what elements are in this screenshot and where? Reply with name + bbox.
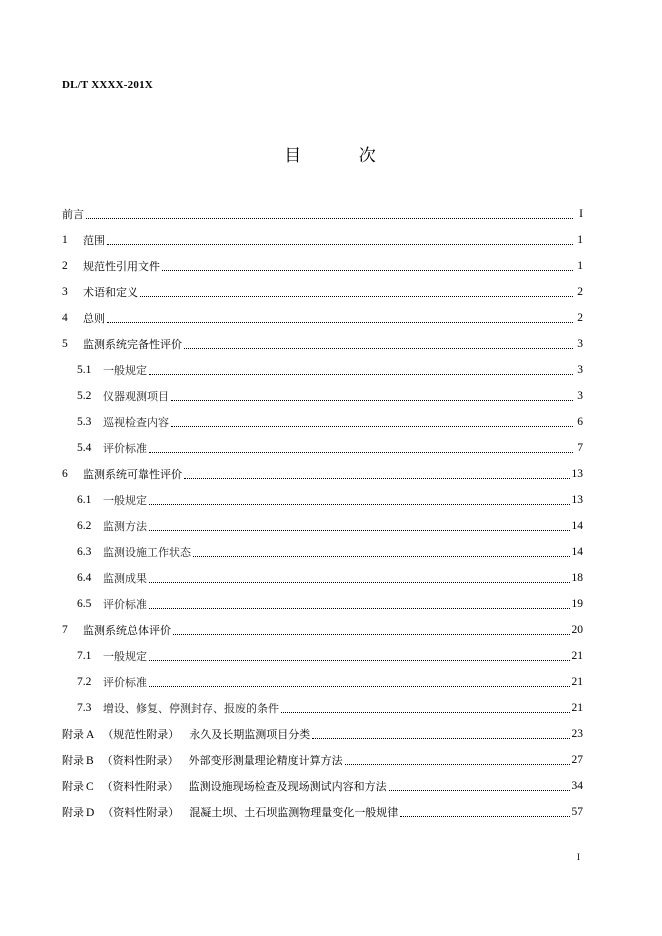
appendix-type: （资料性附录）: [101, 754, 179, 767]
toc-dot-leader: [173, 634, 570, 635]
toc-dot-leader: [149, 452, 573, 453]
appendix-prefix: 附录: [62, 780, 84, 793]
appendix-letter: A: [86, 729, 95, 741]
toc-entry[interactable]: [62, 695, 583, 721]
toc-dot-leader: [149, 660, 570, 661]
toc-entry-label: 总则: [83, 312, 105, 325]
toc-entry[interactable]: [62, 487, 583, 513]
appendix-id: [62, 778, 94, 794]
appendix-letter: D: [86, 807, 95, 819]
toc-entry-number: 5.3: [77, 416, 92, 428]
toc-entry-label: 规范性引用文件: [83, 260, 160, 273]
toc-title: 目 次: [284, 146, 402, 166]
toc-entry[interactable]: [62, 669, 583, 695]
toc-dot-leader: [162, 270, 573, 271]
toc-entry[interactable]: [62, 617, 583, 643]
toc-entry[interactable]: [62, 201, 583, 227]
toc-dot-leader: [86, 218, 573, 219]
toc-dot-leader: [389, 790, 570, 791]
appendix-type: （资料性附录）: [102, 806, 180, 819]
toc-entry-number: 6: [62, 468, 68, 480]
toc-entry-number: 5.2: [77, 390, 92, 402]
toc-entry-number: 6.4: [77, 572, 92, 584]
toc-dot-leader: [149, 504, 570, 505]
toc-dot-leader: [312, 738, 569, 739]
toc-entry-page: 2: [577, 286, 583, 298]
appendix-prefix: 附录: [62, 806, 84, 819]
toc-entry-number: 3: [62, 286, 68, 298]
toc-entry-label: 巡视检查内容: [103, 416, 169, 429]
toc-entry-page: I: [579, 208, 583, 220]
toc-appendix-entry[interactable]: [62, 773, 583, 799]
toc-entry-label: 术语和定义: [83, 286, 138, 299]
toc-entry-page: 21: [571, 676, 583, 688]
document-code: DL/T XXXX-201X: [62, 79, 153, 91]
toc-entry-label: 评价标准: [103, 442, 147, 455]
appendix-type: （资料性附录）: [101, 780, 179, 793]
toc-entry-page: 13: [571, 468, 583, 480]
toc-dot-leader: [171, 426, 573, 427]
toc-entry-page: 1: [577, 234, 583, 246]
toc-entry-label: 一般规定: [103, 494, 147, 507]
toc-entry-number: 7: [62, 624, 68, 636]
toc-dot-leader: [107, 322, 573, 323]
toc-entry-label: 一般规定: [103, 650, 147, 663]
toc-entry[interactable]: [62, 643, 583, 669]
appendix-title: 永久及长期监测项目分类: [189, 728, 311, 741]
appendix-letter: B: [86, 755, 94, 767]
toc-entry-number: 6.1: [77, 494, 92, 506]
toc-entry-label: 范围: [83, 234, 105, 247]
toc-entry-label: 监测系统可靠性评价: [83, 468, 182, 481]
toc-entry-number: 6.3: [77, 546, 92, 558]
toc-entry-page: 20: [571, 624, 583, 636]
toc-entry-label: 评价标准: [103, 676, 147, 689]
toc-entry-page: 57: [571, 806, 583, 818]
toc-dot-leader: [193, 556, 570, 557]
toc-entry-page: 19: [571, 598, 583, 610]
toc-entry-page: 21: [571, 702, 583, 714]
toc-entry-page: 3: [577, 364, 583, 376]
toc-entry[interactable]: [62, 279, 583, 305]
table-of-contents: [62, 201, 583, 825]
toc-entry-number: 5.1: [77, 364, 92, 376]
toc-entry[interactable]: [62, 591, 583, 617]
toc-dot-leader: [149, 530, 570, 531]
toc-entry[interactable]: [62, 435, 583, 461]
toc-entry[interactable]: [62, 565, 583, 591]
appendix-type: （规范性附录）: [102, 728, 180, 741]
toc-entry-page: 23: [571, 728, 583, 740]
appendix-id: [62, 726, 94, 742]
toc-entry-page: 27: [571, 754, 583, 766]
toc-entry-label: 前言: [62, 208, 84, 221]
appendix-prefix: 附录: [62, 754, 84, 767]
appendix-id: [62, 752, 94, 768]
appendix-id: [62, 804, 94, 820]
toc-entry-number: 5: [62, 338, 68, 350]
appendix-prefix: 附录: [62, 728, 84, 741]
toc-dot-leader: [149, 608, 570, 609]
toc-entry-number: 4: [62, 312, 68, 324]
toc-dot-leader: [107, 244, 573, 245]
toc-entry-number: 5.4: [77, 442, 92, 454]
toc-entry-label: 增设、修复、停测封存、报废的条件: [103, 702, 279, 715]
toc-entry-label: 监测设施工作状态: [103, 546, 191, 559]
toc-entry-label: 一般规定: [103, 364, 147, 377]
appendix-title: 外部变形测量理论精度计算方法: [188, 754, 343, 767]
toc-entry[interactable]: [62, 513, 583, 539]
toc-appendix-entry[interactable]: [62, 799, 583, 825]
toc-entry-label: 监测系统完备性评价: [83, 338, 182, 351]
toc-entry-page: 3: [577, 390, 583, 402]
toc-entry-page: 3: [577, 338, 583, 350]
toc-appendix-entry[interactable]: [62, 747, 583, 773]
toc-entry[interactable]: [62, 331, 583, 357]
toc-dot-leader: [171, 400, 573, 401]
toc-entry-number: 6.5: [77, 598, 92, 610]
toc-dot-leader: [149, 582, 570, 583]
toc-dot-leader: [149, 686, 570, 687]
footer-page-number: I: [577, 852, 580, 862]
toc-entry-label: 仪器观测项目: [103, 390, 169, 403]
toc-entry-label: 监测系统总体评价: [83, 624, 171, 637]
toc-entry[interactable]: [62, 253, 583, 279]
appendix-letter: C: [86, 781, 94, 793]
toc-dot-leader: [140, 296, 573, 297]
toc-entry-page: 14: [571, 546, 583, 558]
toc-dot-leader: [184, 478, 570, 479]
toc-dot-leader: [184, 348, 573, 349]
appendix-title: 混凝土坝、土石坝监测物理量变化一般规律: [189, 806, 399, 819]
toc-entry[interactable]: [62, 227, 583, 253]
toc-entry[interactable]: [62, 539, 583, 565]
toc-entry-label: 监测方法: [103, 520, 147, 533]
toc-entry-number: 6.2: [77, 520, 92, 532]
toc-entry-number: 7.2: [77, 676, 92, 688]
toc-entry-number: 2: [62, 260, 68, 272]
toc-entry[interactable]: [62, 461, 583, 487]
toc-entry-page: 18: [571, 572, 583, 584]
toc-dot-leader: [345, 764, 570, 765]
toc-entry-label: 评价标准: [103, 598, 147, 611]
toc-entry[interactable]: [62, 305, 583, 331]
toc-entry-label: 监测成果: [103, 572, 147, 585]
toc-entry-page: 14: [571, 520, 583, 532]
toc-entry-number: 7.1: [77, 650, 92, 662]
toc-entry-number: 1: [62, 234, 68, 246]
toc-entry[interactable]: [62, 357, 583, 383]
toc-entry-page: 7: [577, 442, 583, 454]
toc-entry-page: 6: [577, 416, 583, 428]
toc-entry[interactable]: [62, 409, 583, 435]
toc-entry[interactable]: [62, 383, 583, 409]
toc-appendix-entry[interactable]: [62, 721, 583, 747]
toc-dot-leader: [400, 816, 569, 817]
appendix-title: 监测设施现场检查及现场测试内容和方法: [188, 780, 387, 793]
toc-entry-page: 34: [571, 780, 583, 792]
toc-entry-page: 2: [577, 312, 583, 324]
toc-entry-page: 13: [571, 494, 583, 506]
toc-entry-page: 21: [571, 650, 583, 662]
toc-dot-leader: [281, 712, 570, 713]
toc-entry-page: 1: [577, 260, 583, 272]
toc-entry-number: 7.3: [77, 702, 92, 714]
toc-dot-leader: [149, 374, 573, 375]
